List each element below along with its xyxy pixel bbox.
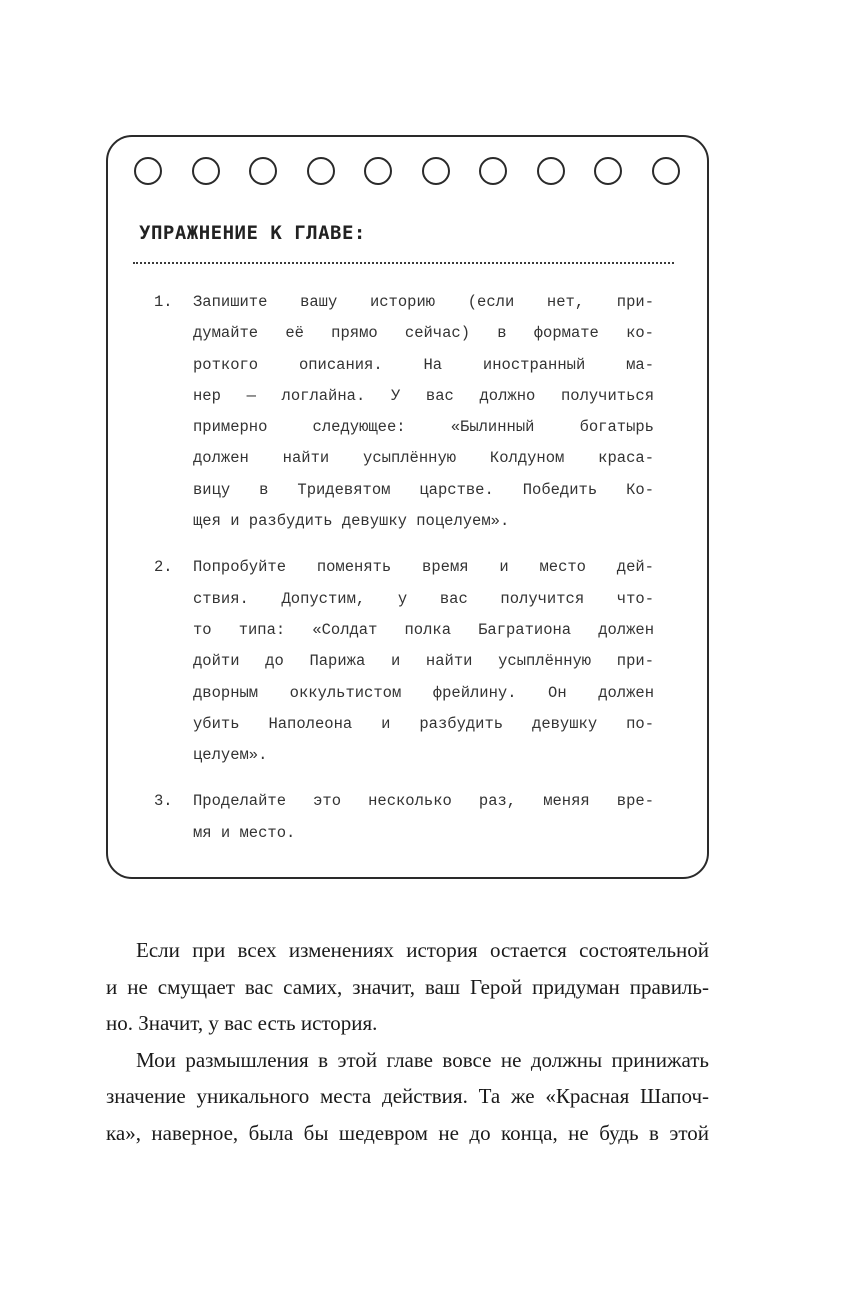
exercise-item-line: мя и место. xyxy=(193,823,296,842)
body-paragraph xyxy=(106,1042,709,1152)
text-line: Если при всех изменениях история остается состоятельной xyxy=(136,938,709,962)
binding-ring xyxy=(594,157,622,185)
binding-ring xyxy=(537,157,565,185)
text-line: значение уникального места действия. Та же «Красная Шапоч- xyxy=(106,1084,709,1108)
exercise-item-line: нер — логлайна. У вас должно получиться xyxy=(193,386,654,405)
exercise-item-line: думайте её прямо сейчас) в формате ко- xyxy=(193,324,654,343)
exercise-item-line: то типа: «Солдат полка Багратиона должен xyxy=(193,620,654,639)
binding-ring xyxy=(134,157,162,185)
binding-ring xyxy=(652,157,680,185)
text-line: ка», наверное, была бы шедевром не до конца, не будь в этой xyxy=(106,1120,709,1145)
binding-ring xyxy=(307,157,335,185)
dotted-divider xyxy=(133,262,674,264)
exercise-item-line: убить Наполеона и разбудить девушку по- xyxy=(193,714,654,733)
exercise-title: УПРАЖНЕНИЕ К ГЛАВЕ: xyxy=(139,222,366,244)
binding-ring xyxy=(249,157,277,185)
binding-ring xyxy=(422,157,450,185)
exercise-item-line: дворным оккультистом фрейлину. Он должен xyxy=(193,683,654,702)
exercise-item-line: Проделайте это несколько раз, меняя вре- xyxy=(193,792,654,811)
text-line: но. Значит, у вас есть история. xyxy=(106,1011,378,1035)
exercise-item-line: роткого описания. На иностранный ма- xyxy=(193,355,654,374)
exercise-item-line: должен найти усыплённую Колдуном краса- xyxy=(193,449,654,468)
exercise-item-number: 3. xyxy=(154,792,173,811)
exercise-item xyxy=(154,552,654,771)
exercise-item xyxy=(154,287,654,537)
exercise-item xyxy=(154,786,654,849)
exercise-item-number: 1. xyxy=(154,293,173,311)
exercise-list xyxy=(154,287,654,864)
exercise-item-number: 2. xyxy=(154,558,173,577)
exercise-item-line: щея и разбудить девушку поцелуем». xyxy=(193,512,510,531)
binding-ring xyxy=(192,157,220,185)
binding-ring xyxy=(364,157,392,185)
binding-ring xyxy=(479,157,507,185)
text-line: и не смущает вас самих, значит, ваш Герой придуман правиль- xyxy=(106,974,709,999)
text-line: Мои размышления в этой главе вовсе не должны принижать xyxy=(136,1047,709,1072)
exercise-item-line: Запишите вашу историю (если нет, при- xyxy=(193,293,654,311)
notepad-binding-rings xyxy=(134,157,684,185)
body-text xyxy=(106,932,709,1151)
body-paragraph xyxy=(106,932,709,1042)
exercise-item-line: дойти до Парижа и найти усыплённую при- xyxy=(193,652,654,671)
exercise-item-line: Попробуйте поменять время и место дей- xyxy=(193,558,654,577)
exercise-item-line: целуем». xyxy=(193,746,268,765)
exercise-item-line: вицу в Тридевятом царстве. Победить Ко- xyxy=(193,480,654,499)
exercise-item-line: ствия. Допустим, у вас получится что- xyxy=(193,589,654,608)
exercise-item-line: примерно следующее: «Былинный богатырь xyxy=(193,418,654,437)
exercise-notepad-box xyxy=(106,135,709,879)
